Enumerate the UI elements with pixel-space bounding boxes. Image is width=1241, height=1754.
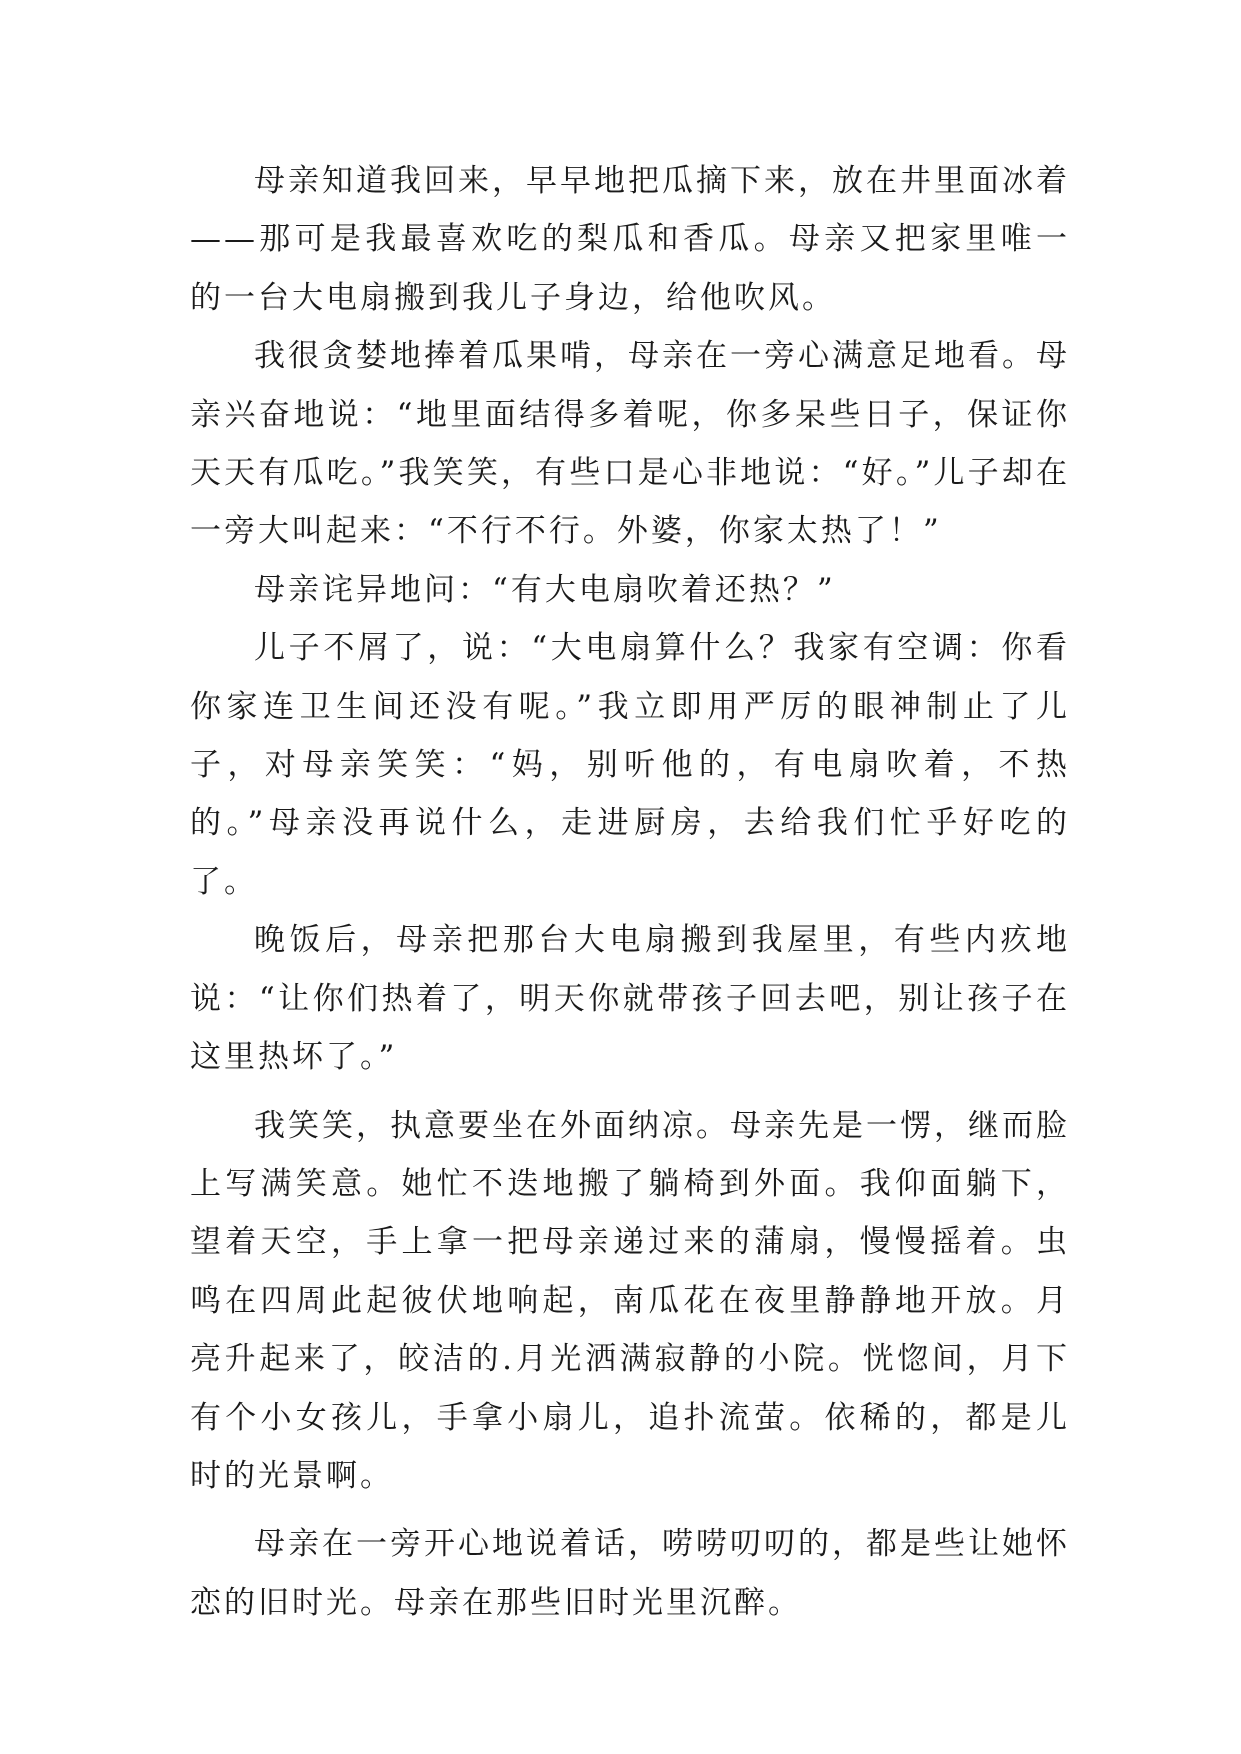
paragraph: 我笑笑，执意要坐在外面纳凉。母亲先是一愣，继而脸上写满笑意。她忙不迭地搬了躺椅到外面。我仰面躺下，望着天空，手上拿一把母亲递过来的蒲扇，慢慢摇着。虫鸣在四周此起彼伏地响起，南瓜花在夜里静静地开放。月亮升起来了，皎洁的.月光洒满寂静的小院。恍惚间，月下有个小女孩儿，手拿小扇儿，追扑流萤。依稀的，都是儿时的光景啊。 — [190, 1107, 1070, 1494]
paragraph: 母亲在一旁开心地说着话，唠唠叨叨的，都是些让她怀恋的旧时光。母亲在那些旧时光里沉醉。 — [190, 1526, 1070, 1621]
document-body — [190, 152, 1070, 1632]
paragraph: 晚饭后，母亲把那台大电扇搬到我屋里，有些内疚地说：“让你们热着了，明天你就带孩子回去吧，别让孩子在这里热坏了。” — [190, 922, 1070, 1076]
paragraph: 母亲知道我回来，早早地把瓜摘下来，放在井里面冰着——那可是我最喜欢吃的梨瓜和香瓜。母亲又把家里唯一的一台大电扇搬到我儿子身边，给他吹风。 — [190, 163, 1070, 316]
paragraph: 我很贪婪地捧着瓜果啃，母亲在一旁心满意足地看。母亲兴奋地说：“地里面结得多着呢，你多呆些日子，保证你天天有瓜吃。”我笑笑，有些口是心非地说：“好。”儿子却在一旁大叫起来：“不行不行。外婆，你家太热了！” — [190, 338, 1070, 550]
paragraph: 儿子不屑了，说：“大电扇算什么？我家有空调：你看你家连卫生间还没有呢。”我立即用严厉的眼神制止了儿子，对母亲笑笑：“妈，别听他的，有电扇吹着，不热的。”母亲没再说什么，走进厨房，去给我们忙乎好吃的了。 — [190, 630, 1070, 900]
paragraph: 母亲诧异地问：“有大电扇吹着还热？” — [254, 571, 836, 608]
